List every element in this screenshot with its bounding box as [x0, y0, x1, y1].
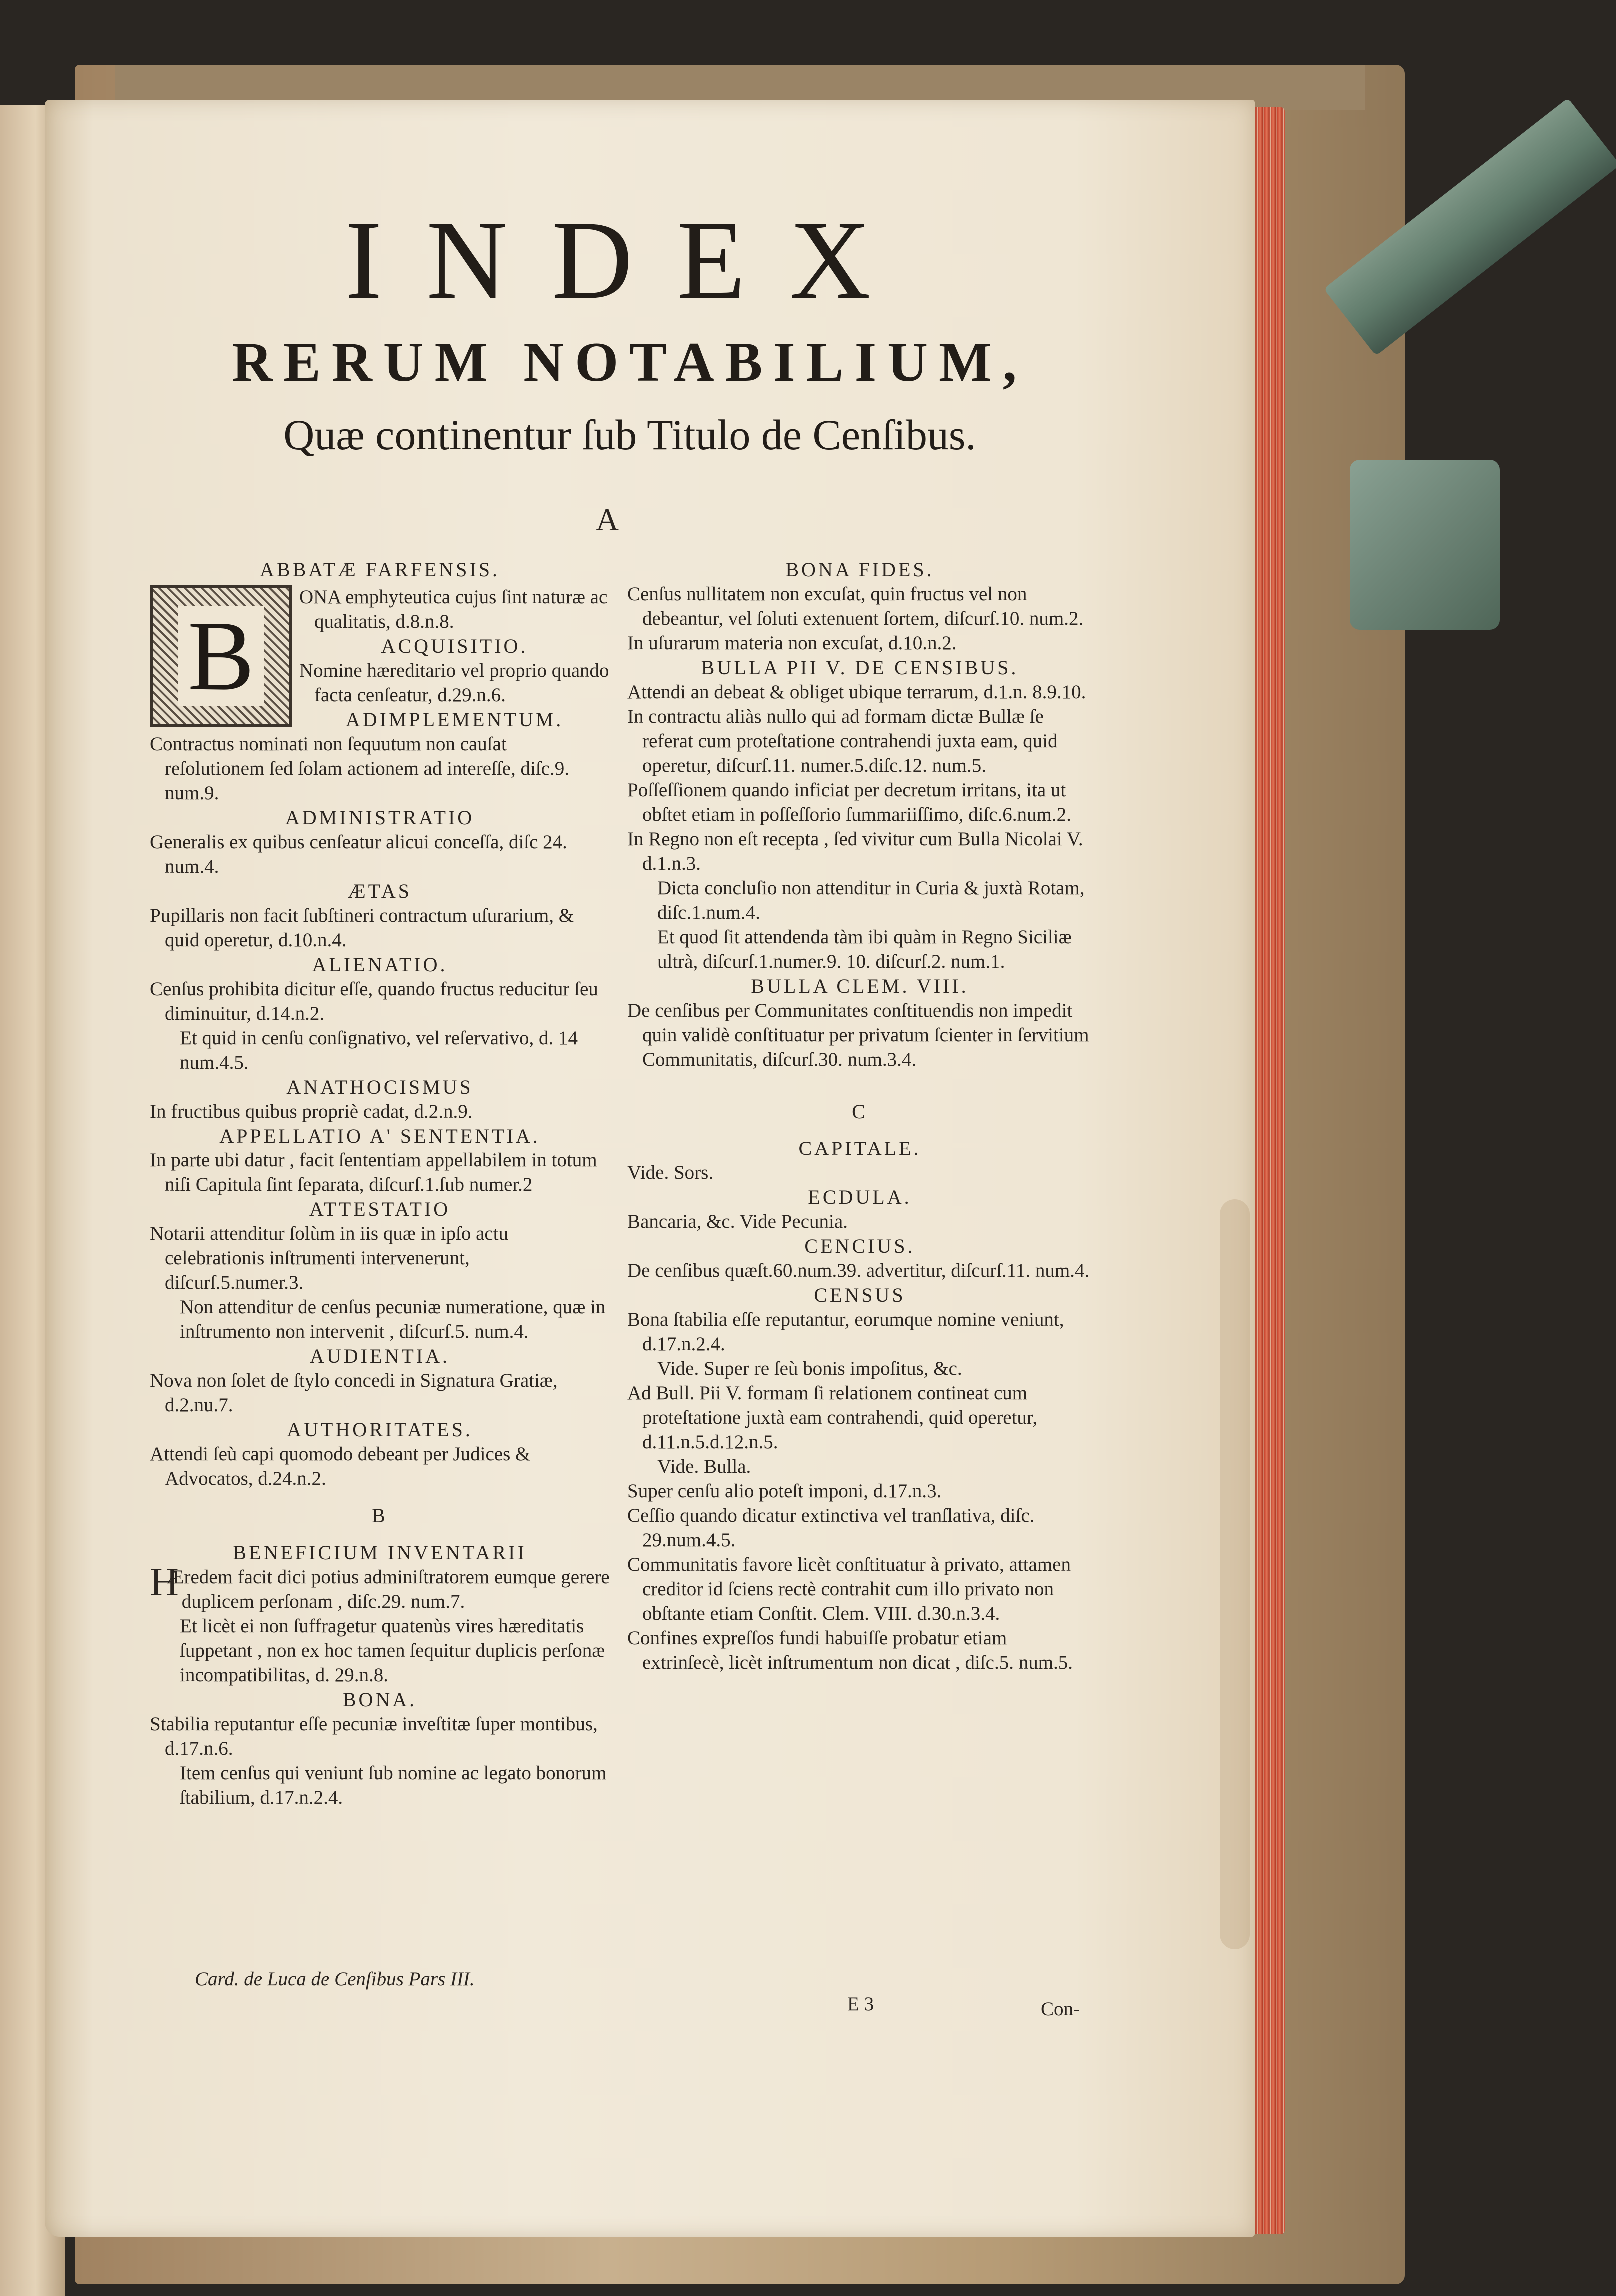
left-column — [150, 557, 610, 1810]
entry-capitale: Vide. Sors. — [627, 1162, 714, 1183]
drop-cap-letter: B — [178, 606, 264, 706]
entry-cencius: De cenſibus quæſt.60.num.39. advertitur, diſcurſ.11. num.4. — [627, 1260, 1090, 1281]
section-letter-b: B — [372, 1504, 388, 1527]
heading-aetas: ÆTAS — [348, 880, 412, 902]
heading-bulla-pii: BULLA PII V. DE CENSIBUS. — [701, 656, 1019, 679]
heading-administratio: ADMINISTRATIO — [285, 806, 475, 829]
heading-adimplementum: ADIMPLEMENTUM. — [345, 708, 564, 731]
section-letter-c: C — [852, 1100, 868, 1123]
drop-cap-text — [299, 585, 610, 732]
clasp-base-icon — [1350, 460, 1500, 630]
entry-acquisitio: Nomine hæreditario vel proprio quando facta cenſeatur, d.29.n.6. — [299, 660, 609, 706]
entry-census-5: Super cenſu alio poteſt imponi, d.17.n.3. — [627, 1480, 942, 1502]
page-title: INDEX — [345, 197, 915, 322]
heading-anathocismus: ANATHOCISMUS — [286, 1076, 473, 1098]
heading-ecdula: ECDULA. — [808, 1186, 912, 1208]
entry-bona-2: Item cenſus qui veniunt ſub nomine ac legato bonorum ſtabilium, d.17.n.2.4. — [180, 1762, 607, 1808]
entry-bulla-pii-4: In Regno non eſt recepta , ſed vivitur cum Bulla Nicolai V. d.1.n.3. — [627, 828, 1083, 874]
heading-bulla-clem: BULLA CLEM. VIII. — [751, 975, 969, 997]
right-column — [627, 557, 1092, 1675]
entry-bona-fides: Cenſus nullitatem non excuſat, quin fructus vel non debeantur, vel ſoluti extenuent ſortem, diſcurſ.10. num.2. — [627, 583, 1084, 629]
ornamental-initial-icon — [150, 585, 292, 727]
entry-attestatio: Notarii attenditur ſolùm in iis quæ in ipſo actu celebrationis inſtrumenti intervenerunt, diſcurſ.5.numer.3. — [150, 1223, 509, 1293]
heading-alienatio: ALIENATIO. — [312, 953, 448, 976]
section-letter-a: A — [595, 502, 619, 537]
heading-bona: BONA. — [342, 1688, 417, 1711]
heading-authoritates: AUTHORITATES. — [287, 1418, 473, 1441]
entry-beneficium-2: Et licèt ei non ſuffragetur quatenùs vires hæreditatis ſuppetant , non ex hoc tamen ſequitur duplicis perſonæ incompatibilitas, d. 29.n.8. — [180, 1615, 605, 1686]
entry-bulla-pii-2: In contractu aliàs nullo qui ad formam dictæ Bullæ ſe referat cum proteſtatione contrahendi juxta eam, quid operetur, diſcurſ.11. numer.5.diſc.12. num.5. — [627, 706, 1058, 776]
entry-appellatio: In parte ubi datur , facit ſententiam appellabilem in totum niſi Capitula ſint ſeparata, diſcurſ.1.ſub numer.2 — [150, 1149, 597, 1195]
entry-bulla-pii-6: Et quod ſit attendenda tàm ibi quàm in Regno Siciliæ ultrà, diſcurſ.1.numer.9. 10. diſcurſ.2. num.1. — [657, 926, 1072, 972]
heading-cencius: CENCIUS. — [804, 1235, 915, 1257]
heading-abbatae: ABBATÆ FARFENSIS. — [260, 558, 500, 581]
entry-attestatio-2: Non attenditur de cenſus pecuniæ numeratione, quæ in inſtrumento non intervenit , diſcurſ.5. num.4. — [180, 1296, 606, 1342]
entry-ecdula: Bancaria, &c. Vide Pecunia. — [627, 1211, 848, 1232]
entry-aetas: Pupillaris non facit ſubſtineri contractum uſurarium, & quid operetur, d.10.n.4. — [150, 905, 574, 951]
entry-bona: Stabilia reputantur eſſe pecuniæ inveſtitæ ſuper montibus, d.17.n.6. — [150, 1713, 598, 1759]
entry-adimplementum: Contractus nominati non ſequutum non cauſat reſolutionem ſed ſolam actionem ad intereſſe, diſc.9. num.9. — [150, 733, 569, 804]
entry-census-4: Vide. Bulla. — [657, 1456, 751, 1477]
catchword: Con- — [1041, 1998, 1080, 2020]
entry-census-8: Confines expreſſos fundi habuiſſe probatur etiam extrinſecè, licèt inſtrumentum non dicat , diſc.5. num.5. — [627, 1627, 1073, 1673]
entry-authoritates: Attendi ſeù capi quomodo debeant per Judices & Advocatos, d.24.n.2. — [150, 1443, 531, 1489]
heading-audientia: AUDIENTIA. — [310, 1345, 450, 1367]
heading-bona-fides: BONA FIDES. — [785, 558, 934, 581]
page-stain — [1220, 1199, 1250, 1949]
initial-h: H — [150, 1560, 179, 1604]
entry-census-2: Vide. Super re ſeù bonis impoſitus, &c. — [657, 1358, 962, 1379]
entry-bona-emphyteutica: ONA emphyteutica cujus ſint naturæ ac qualitatis, d.8.n.8. — [299, 586, 608, 632]
entry-bulla-clem: De cenſibus per Communitates conſtituendis non impedit quin validè conſtituatur per privatum ſcienter in ſervitium Communitatis, diſcurſ.30. num.3.4. — [627, 1000, 1089, 1070]
page-subtitle-2: Quæ continentur ſub Titulo de Cenſibus. — [283, 411, 976, 459]
entry-beneficium-text: Æredem facit dici potius adminiſtratorem eumque gerere duplicem perſonam , diſc.29. num.7. — [166, 1566, 610, 1612]
entry-bulla-pii-5: Dicta concluſio non attenditur in Curia & juxtà Rotam, diſc.1.num.4. — [657, 877, 1085, 923]
page-footer: Card. de Luca de Cenſibus Pars III. — [195, 1968, 475, 1990]
entry-administratio: Generalis ex quibus cenſeatur alicui conceſſa, diſc 24. num.4. — [150, 831, 567, 877]
entry-census-1: Bona ſtabilia eſſe reputantur, eorumque nomine veniunt, d.17.n.2.4. — [627, 1309, 1064, 1355]
entry-alienatio: Cenſus prohibita dicitur eſſe, quando fructus reducitur ſeu diminuitur, d.14.n.2. — [150, 978, 598, 1024]
heading-attestatio: ATTESTATIO — [309, 1198, 451, 1220]
entry-bona-fides-2: In uſurarum materia non excuſat, d.10.n.2. — [627, 632, 957, 654]
heading-census: CENSUS — [814, 1284, 906, 1306]
entry-bulla-pii-3: Poſſeſſionem quando inficiat per decretum irritans, ita ut obſtet etiam in poſſeſſorio ſummariiſſimo, diſc.6.num.2. — [627, 779, 1071, 825]
signature-mark: E 3 — [847, 1993, 874, 2015]
heading-appellatio: APPELLATIO A' SENTENTIA. — [219, 1125, 540, 1147]
entry-bulla-pii-1: Attendi an debeat & obliget ubique terrarum, d.1.n. 8.9.10. — [627, 681, 1086, 703]
page-subtitle: RERUM NOTABILIUM, — [232, 331, 1028, 393]
heading-beneficium: BENEFICIUM INVENTARII — [233, 1541, 527, 1564]
heading-capitale: CAPITALE. — [798, 1137, 921, 1159]
entry-census-3: Ad Bull. Pii V. formam ſi relationem contineat cum proteſtatione juxtà eam contrahendi, quid operetur, d.11.n.5.d.12.n.5. — [627, 1382, 1038, 1453]
entry-census-6: Ceſſio quando dicatur extinctiva vel tranſlativa, diſc. 29.num.4.5. — [627, 1505, 1035, 1551]
entry-audientia: Nova non ſolet de ſtylo concedi in Signatura Gratiæ, d.2.nu.7. — [150, 1370, 558, 1416]
entry-alienatio-2: Et quid in cenſu conſignativo, vel reſervativo, d. 14 num.4.5. — [180, 1027, 578, 1073]
heading-acquisitio: ACQUISITIO. — [381, 635, 528, 657]
entry-census-7: Communitatis favore licèt conſtituatur à privato, attamen creditor id ſciens rectè contrahit cum illo privato non obſtante etiam Conſtit. Clem. VIII. d.30.n.3.4. — [627, 1554, 1071, 1624]
drop-cap-entry — [150, 585, 610, 732]
entry-anathocismus: In fructibus quibus propriè cadat, d.2.n.9. — [150, 1101, 473, 1122]
entry-beneficium — [150, 1560, 610, 1614]
